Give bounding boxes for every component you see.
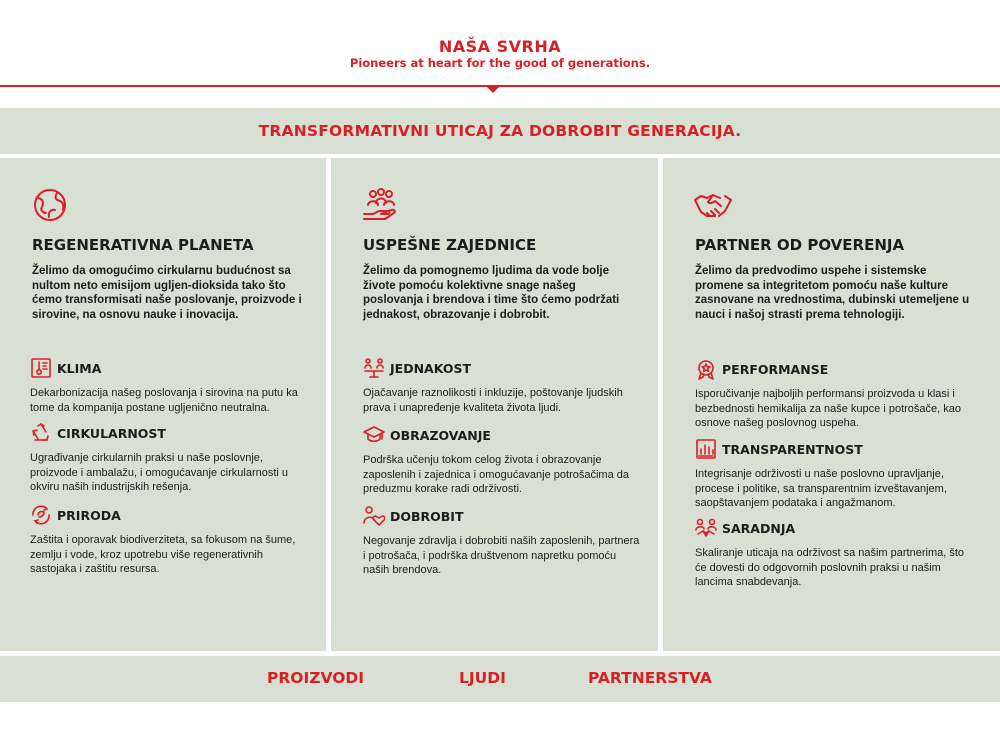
pillar-text: Ugrađivanje cirkularnih praksi u naše poslovnje, proizvode i ambalažu, i omogućavanje cirkularnosti u okviru naših industrijskih rešenja. xyxy=(30,452,289,493)
balance-people-icon xyxy=(363,357,385,379)
pillar-text: Podrška učenju tokom celog života i obrazovanje zaposlenih i zajednica i omogućavanje potrošačima da preduzmu korake radi održivosti. xyxy=(363,454,629,495)
pillar-text: Skaliranje uticaja na održivost sa našim partnerima, što će dovesti do odgovornih poslovnih praksi u našim lancima snabdevanja. xyxy=(695,547,965,588)
footer-bar xyxy=(0,656,1000,702)
column-title: REGENERATIVNA PLANETA xyxy=(32,236,254,254)
column-title: PARTNER OD POVERENJA xyxy=(695,236,905,254)
thermometer-icon xyxy=(30,357,52,379)
column-trusted-partner xyxy=(663,158,1000,651)
pillar-equality xyxy=(363,357,653,415)
banner-title: TRANSFORMATIVNI UTICAJ ZA DOBROBIT GENERACIJA. xyxy=(258,122,742,140)
pillar-wellbeing xyxy=(363,505,653,578)
graduation-cap-icon xyxy=(363,424,385,446)
column-successful-communities xyxy=(331,158,658,651)
pillar-title: TRANSPARENTNOST xyxy=(722,441,863,457)
column-regenerative-planet xyxy=(0,158,326,651)
pillar-climate xyxy=(30,357,320,415)
footer-people: LJUDI xyxy=(459,669,506,687)
pillar-title: JEDNAKOST xyxy=(390,360,471,376)
pillar-education xyxy=(363,424,653,497)
pillar-circularity xyxy=(30,422,320,495)
pillar-text: Dekarbonizacija našeg poslovanja i sirovina na putu ka tome da kompanija postane ugljenično neutralna. xyxy=(30,387,298,414)
header-arrow-icon xyxy=(486,86,500,93)
community-hand-icon xyxy=(361,186,401,224)
column-intro: Želimo da predvodimo uspehe i sistemske promene sa integritetom pomoću naše kulture zasnovane na vrednostima, dubinski utemeljene u nauci i našoj strasti prema tehnologiji. xyxy=(695,265,970,321)
pillar-title: CIRKULARNOST xyxy=(57,425,166,441)
footer-products: PROIZVODI xyxy=(267,669,365,687)
handshake-icon xyxy=(693,186,733,224)
pillar-text: Ojačavanje raznolikosti i inkluzije, poštovanje ljudskih prava i unapređenje kvaliteta života ljudi. xyxy=(363,387,623,414)
pillar-title: KLIMA xyxy=(57,360,102,376)
page-subtitle: Pioneers at heart for the good of generations. xyxy=(349,56,651,70)
header-divider xyxy=(0,85,1000,87)
column-intro: Želimo da omogućimo cirkularnu budućnost sa nultom neto emisijom ugljen-dioksida tako što ćemo transformisati naše poslovanje, proizvode i sirovine, na osnovu nauke i inovacija. xyxy=(32,265,302,321)
column-intro: Želimo da pomognemo ljudima da vode bolje živote pomoću kolektivne snage našeg poslovanja i brendova i time što ćemo podržati jednakost, obrazovanje i dobrobit. xyxy=(363,265,620,321)
pillar-title: PRIRODA xyxy=(57,507,121,523)
pillar-text: Integrisanje održivosti u naše poslovno upravljanje, procese i politike, sa transparentnim izveštavanjem, saopštavanjem podataka i angažmanom. xyxy=(695,468,947,509)
partners-link-icon xyxy=(695,517,717,539)
page-title: NAŠA SVRHA xyxy=(438,37,562,56)
chart-document-icon xyxy=(695,438,717,460)
pillar-title: OBRAZOVANJE xyxy=(390,427,491,443)
header xyxy=(0,0,1000,92)
pillar-text: Isporučivanje najboljih performansi proizvoda u klasi i bezbednosti hemikalija za naše kupce i potrošače, kao osnove našeg poslovnog uspeha. xyxy=(695,388,961,429)
pillar-nature xyxy=(30,504,320,577)
person-heart-icon xyxy=(363,505,385,527)
globe-leaf-icon xyxy=(30,186,70,224)
pillar-title: PERFORMANSE xyxy=(722,361,829,377)
pillar-performance xyxy=(695,358,985,431)
pillar-title: DOBROBIT xyxy=(390,508,464,524)
banner xyxy=(0,108,1000,154)
footer-partnerships: PARTNERSTVA xyxy=(588,669,712,687)
recycle-icon xyxy=(30,422,52,444)
pillar-collaboration xyxy=(695,517,985,590)
pillar-text: Negovanje zdravlja i dobrobiti naših zaposlenih, partnera i potrošača, i podrška društvenom napretku pomoću naših brendova. xyxy=(363,535,640,576)
column-title: USPEŠNE ZAJEDNICE xyxy=(363,236,537,254)
pillar-title: SARADNJA xyxy=(722,520,796,536)
pillar-text: Zaštita i oporavak biodiverziteta, sa fokusom na šume, zemlju i vode, kroz upotrebu više regenerativnih sastojaka i zaštitu resursa. xyxy=(30,534,296,575)
pillar-transparency xyxy=(695,438,985,511)
award-badge-icon xyxy=(695,358,717,380)
nature-cycle-icon xyxy=(30,504,52,526)
